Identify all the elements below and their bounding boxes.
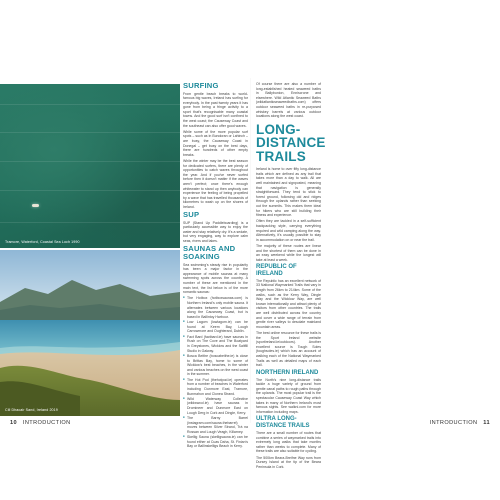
trails-paragraph: Ireland is home to over fifty long-distance trails which are defined as any trail that takes more than a day to walk. All are well maintained and signposted, meaning that navigation is generally straightforward. They tend to stick to forest ground, following old and ridges through the uplands rather than seeking out the summits. This makes them ideal for hikers who are still building their fitness and experience. [256,167,321,218]
list-item: ■ The Hotbox (hotboxsaunas.com) is Northern Ireland's only mobile sauna. It alternates between various locations along the Causeway Coast, but is based in Ballintoy Harbour. [183,296,248,319]
page-number-left: 10 [10,420,18,426]
beach-landscape-photo [0,250,180,416]
surfing-paragraph: While some of the more popular surf spots – such as in Bundoran or Lahinch – are busy, the Causeway Coast in Donegal – get busy on the best days, there are hundreds of other empty breaks. [183,129,248,157]
right-page-footer [430,420,490,426]
beach-illustration [0,250,180,416]
surfing-paragraph: While the winter may be the best season for dedicated surfers, there are plenty of opportunities to catch waves throughout the year. And if you've never surfed before then it doesn't matter if the waves aren't perfect; once there's enough whitewater to stand up then anybody can experience the feeling of being propelled by a wave that has travelled thousands of kilometres to wash up on the shores of Ireland. [183,159,248,209]
northern-ireland-paragraph: The North's nine long-distance trails tackle a huge variety of ground from gentle canal paths to rough paths through the uplands. The most popular trail is the spectacular Causeway Coast Way which takes in many of Northern Ireland's most famous sights. See walkni.com for more information including maps. [256,377,321,414]
section-label-left: INTRODUCTION [22,420,71,426]
saunas-heading: SAUNAS AND SOAKING [183,244,236,262]
ultra-trails-paragraph: There are a small number of routes that combine a series of waymarked trails into extremely long walks that take months rather than weeks to complete. Many of these trails are also suitable for cycling. [256,430,321,454]
left-text-column [183,82,248,450]
list-item: ■ Low Lagom (lowlagom.ie) can be found at Keem Bay, Lough Carrowmore and Oughterard, Dublin. [183,320,248,334]
republic-paragraph: The Republic has an excellent network of 33 National Waymarked Trails that vary in length from 26km to 214km. Some of the walks, such as the Kerry Way, Dingle Way and the Wicklow Way, are well known internationally and attract plenty of visitors from other countries. The trails are well distributed across the country and cover a wide range of terrain from gentle river valleys to desolate mainland mountain areas. [256,278,321,329]
republic-heading: REPUBLIC OF IRELAND [256,264,297,277]
republic-paragraph: The best online resource for these trails is the Sport Ireland website (sportireland.ie/outdoors). Another excellent source is Tough Soles (toughsoles.ie) which has an account of walking each of the National Waymarked Trails as well as detailed maps of each trail. [256,330,321,368]
page-gutter [250,78,251,423]
list-item: ■ Wild Waterway Collective (wildwwcol.ie) have saunas in Dromineer and Dunmore East on Lough Derg in Cork and Dingle, Kerry. [183,397,248,415]
bottom-photo-credit: Cill Dhacair Sand, Ireland 2019 [5,408,58,412]
surfing-paragraph: From gentle beach breaks to world-famous big waves, Ireland has surfing for everybody. In the past twenty years it has gone from being a fringe activity to a sport that's recognisable many coastal towns. And the good surf isn't confined to the west coast; the Causeway Coast and the southeast can also offer good waves. [183,91,248,128]
sauna-list [183,296,248,449]
surfing-heading: SURFING [183,81,219,90]
list-item: ■ The Hot Pod (thehotpod.ie) operates from a number of beaches in Waterford including Dunmore East, Tramore, Bunmahon and Clonea Strand. [183,378,248,396]
intro-paragraph: Of course there are also a number of long-established heated seaweed baths in Ballybunion, Enniscrone and elsewhere. Wild Atlantic Seaweed Baths (wildatlanticseaweedbaths.com) offers outdoor seaweed baths in re-purposed whiskey barrels at various outdoor locations along the west coast. [256,82,321,119]
section-label-right: INTRODUCTION [429,420,478,426]
ultra-trails-paragraph: The 500km Beara-Breifne Way runs from Dursey Island at the tip of the Beara Peninsula in Cork. [256,455,321,469]
left-page-footer [10,420,71,426]
list-item: ■ The Barny Barrel (instagram.com/sauna.thebarrel) moves between Silver Strand, Trá na Rossan and Lough Veagh, Killarney. [183,416,248,434]
top-photo-credit: Tramore, Waterford, Coastal Sea Loch 1990 [5,240,80,244]
trails-paragraph: Often they are tackled in a self-sufficient backpacking style, carrying everything required and wild camping along the way. Alternatively, it's usually possible to stay in accommodation on or near the trail. [256,219,321,242]
list-item: ■ Skellig Sauna (skelligsauna.ie) can be found either at Cuas Daha, St. Finian's Bay or Ballinskelligs Beach in Kerry. [183,435,248,449]
saunas-paragraph: Sea swimming's steady rise in popularity has been a major factor in the appearance of mobile saunas at many swimming spots across the country. A number of these are mentioned in the main text, the list below is of the more romantic saunas: [183,262,248,295]
sup-paragraph: SUP (Stand Up Paddleboarding) is a particularly accessible way to enjoy the water and stay relatively dry. It's a sedate, but very engaging, way to explore calm seas, rivers and lakes. [183,220,248,243]
northern-ireland-heading: NORTHERN IRELAND [256,369,319,376]
trails-paragraph: The majority of these routes are linear and the shortest of them can be done in an easy weekend while the longest will take at least a week. [256,243,321,262]
list-item: ■ Bosca Beithe (boscabeithe.ie) is close to Brittas Bay, home to some of Wicklow's best beaches, in the winter and various beaches on the west coast in the summer. [183,354,248,377]
sup-heading: SUP [183,210,200,220]
ultra-trails-heading: ULTRA LONG-DISTANCE TRAILS [256,416,310,429]
list-item: ■ Fact Bard (factbard.ie) have saunas in Rush on The Cove and The Boatyard in Greystones, Wicklow and the Saltfill Studio in Galway. [183,335,248,353]
surfer-figure [32,204,39,207]
right-text-column [256,82,326,471]
long-distance-trails-heading: LONG-DISTANCE TRAILS [256,121,326,164]
aerial-surfer-photo [0,84,180,248]
page-number-right: 11 [483,420,490,426]
